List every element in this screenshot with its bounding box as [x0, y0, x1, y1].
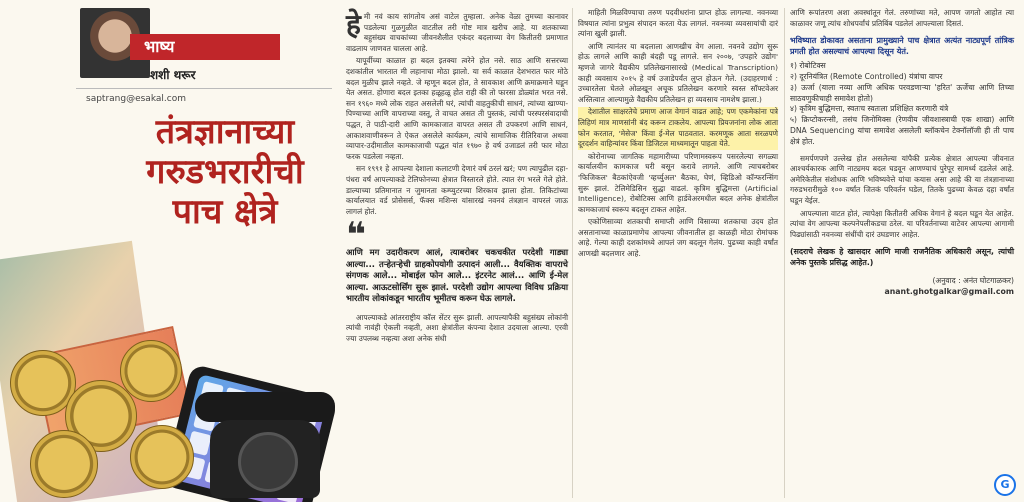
paragraph: आणि त्यानंतर या बदलाला आणखीच वेग आला. नवनवे उद्योग सुरू होऊ लागले आणि काही बंदही पडू लागले. सन २००७, 'उपहारे उद्योग' म्हणजे जागरे वैद्यकीय प्रतिलेखनासारखे (Medical Transcription) काही व्यवसाय २०१५ हे वर्ष उजाडेपर्यंत लुप्त होऊन गेले. (उदाहरणार्थ : उच्चारतेला घेतले ओळखून अचूक प्रतिलेखन करणारे स्वस्त सॉफ्टवेअर अस्तित्वात आल्यामुळे वैद्यकीय प्रतिलेखन हा व्यवसाय नामशेष झाला.) — [578, 41, 778, 104]
g-logo-icon: G — [994, 474, 1016, 496]
translator-email: anant.ghotgalkar@gmail.com — [884, 286, 1014, 296]
list-item: १) रोबोटिक्स — [790, 61, 826, 71]
author-note: (सदराचे लेखक हे खासदार आणि माजी राजनैतिक अधिकारी असून, त्यांची अनेक पुस्तके प्रसिद्ध आहेत.) — [790, 247, 1014, 268]
author-email: saptrang@esakal.com — [86, 94, 186, 104]
headline-line-3: पाच क्षेत्रे — [172, 192, 278, 232]
pull-quote — [346, 215, 568, 305]
five-fields-list — [790, 61, 1014, 147]
paragraph: आपल्याकडे आंतरराष्ट्रीय कॉल सेंटर सुरू झाली. आपल्यापैकी बहुसंख्य लोकांनी त्यांची नावंही ऐकली नव्हती, अशा क्षेत्रांतील कंपन्या देशात उदयाला आल्या. एरवी ज्या उपलब्ध नव्हत्या अशा अनेक संधी — [346, 312, 568, 343]
paragraph: एकोणिसाव्या शतकाची समाप्ती आणि विसाव्या शतकाचा उदय होत असतानाच्या काळाप्रमाणेच आपल्या जीवनातील हा काळही मोठा रोमांचक आहे. गेल्या काही दशकांमध्ये आपलं जग बदलून गेलंय. पुढच्या काही वर्षांत आणखी बदलणार आहे. — [578, 217, 778, 259]
paragraph: आणि रूपांतरण अशा अवस्थांतून गेलं. तरुणांच्या मते, आपण जगतो आहोत त्या काळावर जणू त्यांच शोधपर्वांचं प्रतिबिंब पडलेलं आपल्याला दिसतं. — [790, 8, 1014, 28]
paragraph: आपल्याला वाटत होतं, त्यापेक्षा कितीतरी अधिक वेगानं हे बदल घडून येत आहेत. त्यांचा वेग आपल्या कल्पनेपलीकडचा ठरेल. या परिवर्तनाच्या वाटेवर आपल्या आगामी पिढ्यांसाठी नवनव्या संधींची दारं उघडणार आहेत. — [790, 208, 1014, 239]
drop-cap: हे — [346, 8, 361, 41]
header-rule — [76, 88, 332, 89]
section-heading: भविष्यात डोकावत असताना प्रामुख्याने पाच क्षेत्रात अत्यंत नाट्यपूर्ण तांत्रिक प्रगती होत असल्याचं आपल्या दिसून येतं. — [790, 36, 1014, 57]
illustration-collage — [0, 0, 342, 502]
paragraph: मी नवं काय सांगतोय असं वाटेल तुम्हाला. अनेक वेळा तुमच्या कानावर पडलेल्या गुळगुळीत वाटतील तरी गोष्ट मात्र खरीच आहे. या शतकाच्या बहुसंख्य वाचकांच्या जीवनशैलीत एकंदर बदलाच्या वेग कितीतरी प्रमाणात वाढलाय जाणवत चालला आहे. — [346, 12, 568, 53]
pull-quote-text: आणि मग उदारीकरण आलं, त्याबरोबर चकचकीत परदेशी गाड्या आल्या... तऱ्हेतऱ्हेची ग्राहकोपयोगी उत्पादनं आली... वैयक्तिक वापराचे संगणक आले... मोबाईल फोन आले... इंटरनेट आलं... आणि ई-मेल आल्या. आऊटसोर्सिंग सुरू झालं. परदेशी उद्योग आपल्या विविध प्रक्रिया भारतीय लोकांकडून भारतीय भूमीतच करून घेऊ लागले. — [346, 247, 568, 304]
rotary-telephone-image — [190, 380, 340, 502]
paragraph: समर्पणपणे उल्लेख होत असलेल्या यांपैकी प्रत्येक क्षेत्रात आपल्या जीवनात आश्चर्यकारक आणि नाट्यमय बदल घडवून आणण्याचं पुरेपूर सामर्थ्य दडलेलं आहे. अमेरिकेतील संशोधक आणि भविष्यवेत्ते यांचा कयास असा आहे की या तंत्रज्ञानाच्या गरुडभरारीमुळे १०० वर्षांत जितकं परिवर्तन घडेल, तितके पुढच्या केवळ दहा वर्षांत घडून येईल. — [790, 153, 1014, 205]
author-name: शशी थरूर — [150, 68, 196, 82]
paragraph: यापूर्वीच्या काळात हा बदल इतक्या त्वरेने होत नसे. साठ आणि सत्तरच्या दशकांतील भारतात मी लहानाचा मोठा झालो. या सर्व काळात देशभरात फार मोठे बदल मुळीच झाले नव्हते. जे म्हणून बदल होत, ते सावकाश आणि क्रमाक्रमाने घडून येत असत. होणारा बदल इतका हळूहळू होत राही की तो फारसा डोळ्यांत भरत नसे. सन १९६० मध्ये लोक राहत असलेली घरं, त्यांची वाहतुकीची साधनं, त्यांच्या खाण्या-पिण्याच्या आणि वापराच्या वस्तू, ते वाचत असत ती पुस्तकं, त्यांची परस्परसंवादाची पद्धत, ते पाठी-दारी आणि कामकाजात वापरत असत ती उपकरणं आणि साधनं, आकाशवाणीवरून ते ऐकत असलेले कार्यक्रम, त्यांचे सामाजिक रीतिरिवाज अथवा व्यापार-उदीमातील कामकाजाची पद्धत यांत १९७० हे वर्ष उजाडलं तरी फार मोठा फरक पडलेला नव्हता. — [346, 56, 568, 161]
column-tag: भाष्य — [130, 34, 280, 60]
paragraph: माहिती मिळविण्याचा तरुण पदवीधरांना प्राप्त होऊ लागल्या. नवनव्या विषयात त्यांना प्रभुत्व संपादन करता येऊ लागलं. नवनव्या व्यवसायांची दारं त्यांना खुली झाली. — [578, 8, 778, 39]
paragraph: सन १९९१ हे आपल्या देशाला कलाटणी देणारं वर्ष ठरलं खरं; पण त्यापुढील दहा-पंधरा वर्षं आपल्याकडे टेलिफोनच्या क्षेत्रात विस्तारले होते. त्यात रंग भरले गेले होते. डाल्याच्या प्रतिमानात न जुमानता कम्प्युटरच्या शिरकाव झाला होता. तिकिटांच्या कार्यालयात वर्ड प्रोसेसर्स, फॅक्स मशिन्स यांसारखं नवनवं तंत्रज्ञान वापरलं जाऊ लागलं होतं. — [346, 164, 568, 216]
article-column-1 — [346, 8, 568, 502]
headline-line-1: तंत्रज्ञानाच्या — [155, 112, 295, 152]
list-item: ४) कृत्रिम बुद्धिमत्ता, स्वतःच स्वतःला प्रशिक्षित करणारी यंत्रे — [790, 104, 949, 114]
list-item: २) दूरनियंत्रित (Remote Controlled) यंत्रांचा वापर — [790, 71, 943, 81]
highlighted-paragraph: देशातील साक्षरतेचे प्रमाण आज वेगानं वाढत आहे; पण एकमेकांना पत्रे लिहिणं मात्र माणसांनी बंद करून टाकलेय. आपल्या प्रियजनांना लोक आता फोन करतात, 'मेसेज' किंवा ई-मेल पाठवतात. करमणूक आता सरळपणे दूरदर्शन वाहिन्यांवर किंवा डिजिटल माध्यमातून पाहता येते. — [578, 107, 778, 149]
list-item: ३) ऊर्जा (याला नव्या आणि अधिक परवडणाऱ्या 'हरित' ऊर्जेचा आणि तिच्या साठवणुकीचाही समावेश होतो) — [790, 82, 1014, 103]
translator-credit: (अनुवाद : अनंत घोटगाळकर) — [932, 276, 1014, 286]
article-column-2 — [578, 8, 778, 502]
headline — [110, 112, 340, 232]
paragraph: कोरोनाच्या जागतिक महामारीच्या परिणामस्वरूप पसरलेल्या सगळ्या कार्यालयीन कामकाज घरी बसून करावे लागले. आणि त्याचबरोबर 'फिजिकल' बैठकांऐवजी 'व्हर्च्युअल' बैठका, घेणं, व्हिडिओ कॉन्फरन्सिंग सुरू झालं. टेलिमेडिसिन सुद्धा वाढलं. कृत्रिम बुद्धिमत्ता (Artificial Intelligence), रोबोटिक्स आणि हार्डवेअरमधील बदल अनेक क्षेत्रांतील कामकाजाचं स्वरूप बदलून टाकत आहेत. — [578, 151, 778, 214]
column-divider — [784, 8, 785, 498]
list-item: ५) क्रिप्टोकरन्सी, तसंच जिनोमिक्स (रेणवीय जीवशास्त्राची एक शाखा) आणि DNA Sequencing यांचा समावेश असलेली ब्लॉकचेन टेक्नॉलॉजी ही ती पाच क्षेत्रं होत. — [790, 115, 1014, 146]
column-divider — [572, 8, 573, 498]
quote-icon: ❝ — [346, 215, 366, 256]
cryptocoins-image — [10, 330, 210, 502]
headline-line-2: गरुडभरारीची — [146, 152, 304, 192]
article-column-3 — [790, 8, 1014, 502]
